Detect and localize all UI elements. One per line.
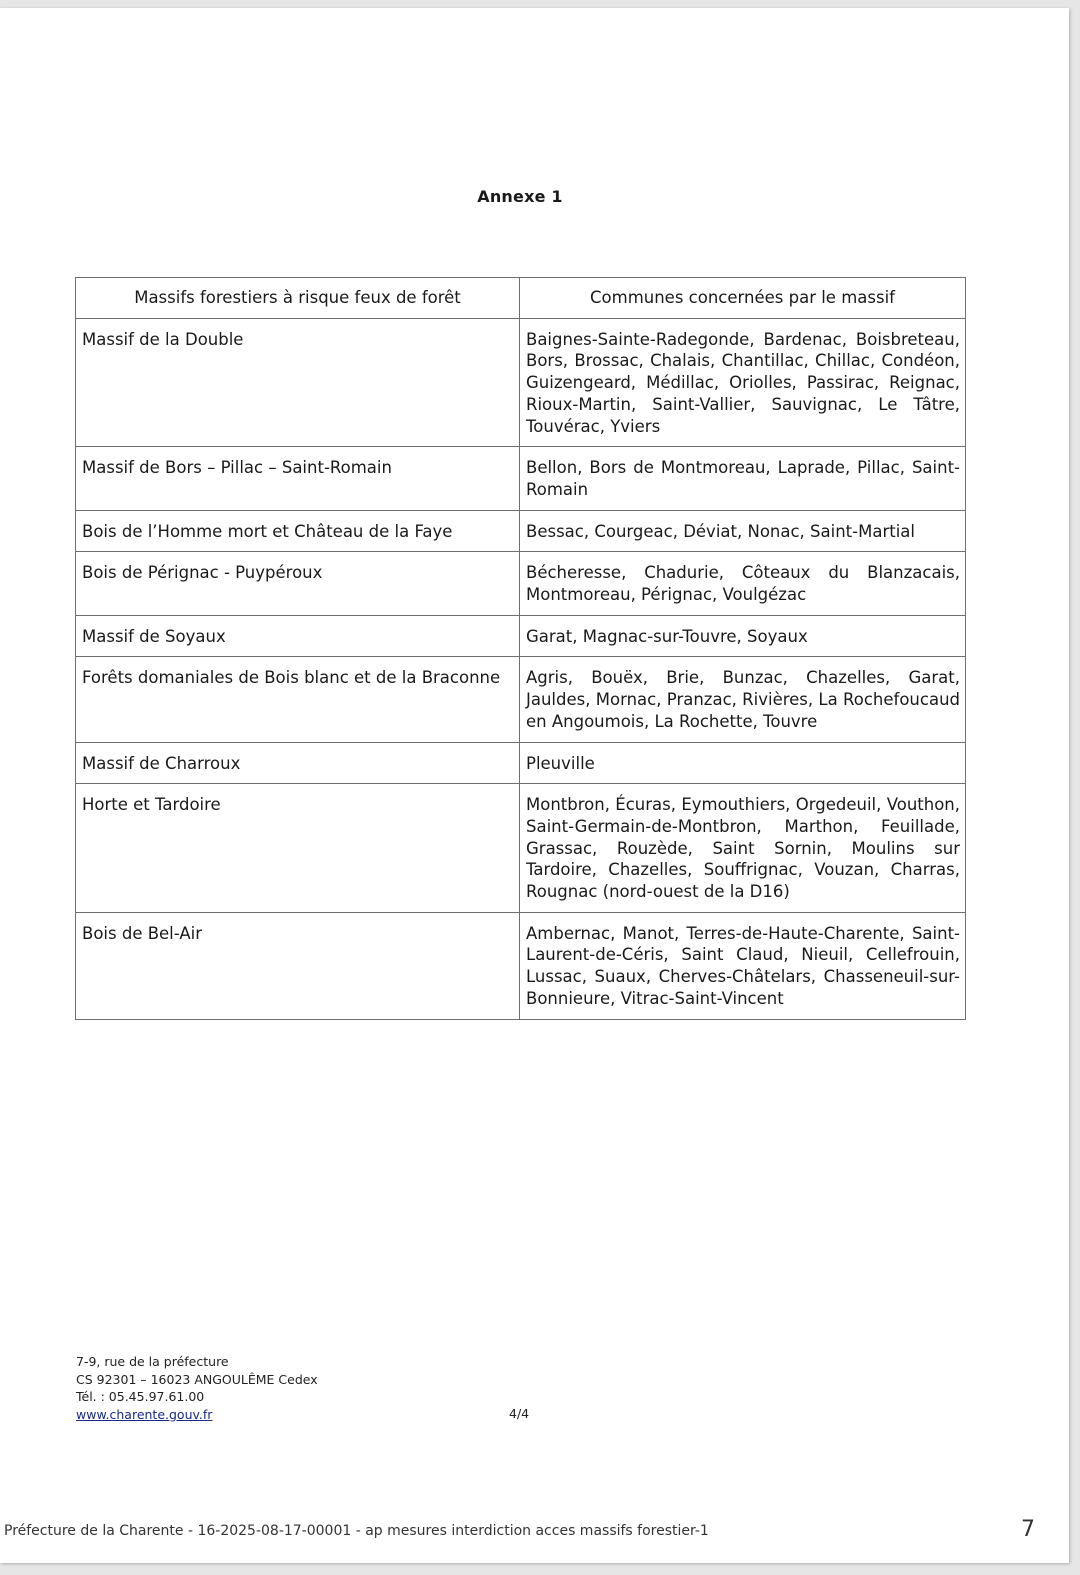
massif-cell: Massif de la Double bbox=[76, 318, 520, 447]
massif-cell: Bois de Bel-Air bbox=[76, 912, 520, 1019]
footer-address bbox=[76, 1353, 318, 1423]
communes-cell: Ambernac, Manot, Terres-de-Haute-Charente, Saint-Laurent-de-Céris, Saint Claud, Nieuil, Cellefrouin, Lussac, Suaux, Cherves-Châtelars, Chasseneuil-sur-Bonnieure, Vitrac-Saint-Vincent bbox=[520, 912, 966, 1019]
communes-cell: Bécheresse, Chadurie, Côteaux du Blanzacais, Montmoreau, Pérignac, Voulgézac bbox=[520, 552, 966, 615]
viewer-caption: Préfecture de la Charente - 16-2025-08-17-00001 - ap mesures interdiction acces massifs forestier-1 bbox=[4, 1523, 709, 1539]
document-page-number: 4/4 bbox=[509, 1406, 530, 1421]
table-row bbox=[76, 742, 966, 784]
communes-cell: Baignes-Sainte-Radegonde, Bardenac, Boisbreteau, Bors, Brossac, Chalais, Chantillac, Chillac, Condéon, Guizengeard, Médillac, Oriolles, Passirac, Reignac, Rioux-Martin, Saint-Vallier, Sauvignac, Le Tâtre, Touvérac, Yviers bbox=[520, 318, 966, 447]
table-header-row bbox=[76, 278, 966, 319]
communes-cell: Pleuville bbox=[520, 742, 966, 784]
communes-cell: Garat, Magnac-sur-Touvre, Soyaux bbox=[520, 615, 966, 657]
annex-title: Annexe 1 bbox=[477, 187, 563, 206]
address-line-2: CS 92301 – 16023 ANGOULÊME Cedex bbox=[76, 1371, 318, 1387]
massif-cell: Bois de l’Homme mort et Château de la Faye bbox=[76, 510, 520, 552]
table-row bbox=[76, 318, 966, 447]
communes-cell: Montbron, Écuras, Eymouthiers, Orgedeuil, Vouthon, Saint-Germain-de-Montbron, Marthon, Feuillade, Grassac, Rouzède, Saint Sornin, Moulins sur Tardoire, Chazelles, Souffrignac, Vouzan, Charras, Rougnac (nord-ouest de la D16) bbox=[520, 784, 966, 913]
table-row bbox=[76, 912, 966, 1019]
massif-cell: Bois de Pérignac - Puypéroux bbox=[76, 552, 520, 615]
communes-cell: Agris, Bouëx, Brie, Bunzac, Chazelles, Garat, Jauldes, Mornac, Pranzac, Rivières, La Rochefoucaud en Angoumois, La Rochette, Touvre bbox=[520, 657, 966, 742]
massif-cell: Massif de Charroux bbox=[76, 742, 520, 784]
communes-cell: Bessac, Courgeac, Déviat, Nonac, Saint-Martial bbox=[520, 510, 966, 552]
website-link[interactable]: www.charente.gouv.fr bbox=[76, 1406, 213, 1422]
phone-number: Tél. : 05.45.97.61.00 bbox=[76, 1389, 205, 1404]
viewer-page-number: 7 bbox=[1021, 1517, 1035, 1542]
table-row bbox=[76, 784, 966, 913]
communes-cell: Bellon, Bors de Montmoreau, Laprade, Pillac, Saint-Romain bbox=[520, 447, 966, 510]
table-row bbox=[76, 552, 966, 615]
massif-cell: Horte et Tardoire bbox=[76, 784, 520, 913]
header-massifs: Massifs forestiers à risque feux de forêt bbox=[76, 278, 520, 319]
massifs-table bbox=[75, 277, 966, 1020]
massif-cell: Massif de Bors – Pillac – Saint-Romain bbox=[76, 447, 520, 510]
document-page bbox=[0, 8, 1069, 1563]
massif-cell: Forêts domaniales de Bois blanc et de la Braconne bbox=[76, 657, 520, 742]
address-line-1: 7-9, rue de la préfecture bbox=[76, 1354, 229, 1369]
table-row bbox=[76, 615, 966, 657]
massif-cell: Massif de Soyaux bbox=[76, 615, 520, 657]
header-communes: Communes concernées par le massif bbox=[520, 278, 966, 319]
table-row bbox=[76, 510, 966, 552]
table-row bbox=[76, 657, 966, 742]
table-row bbox=[76, 447, 966, 510]
